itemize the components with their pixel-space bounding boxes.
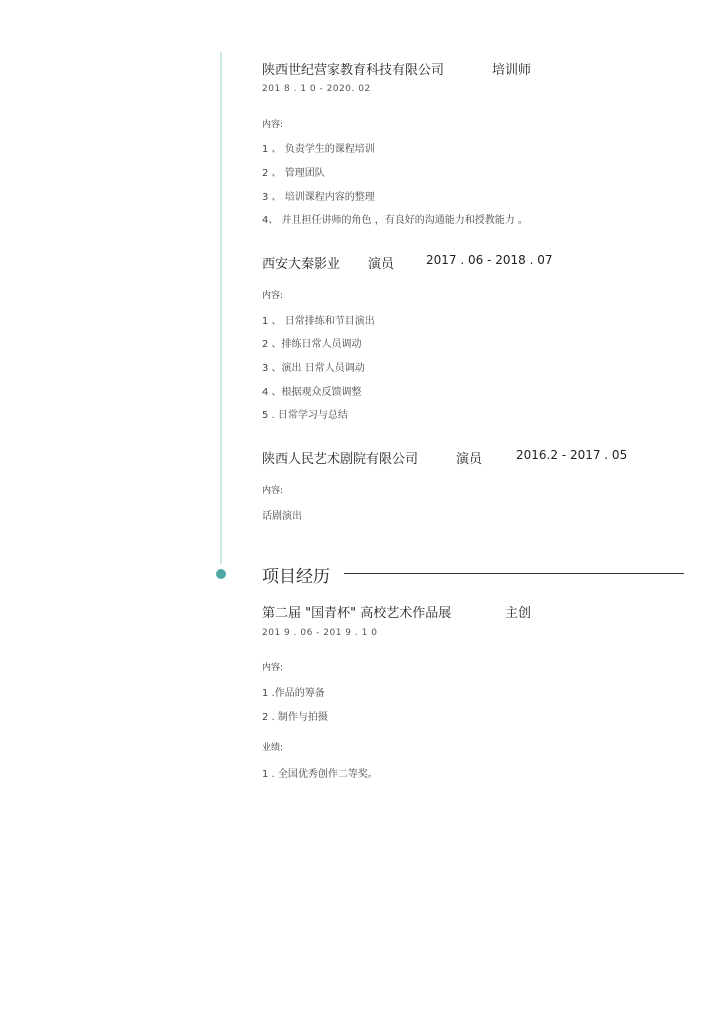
- project-content-label: 内容:: [262, 663, 284, 673]
- job-3-content-label: 内容:: [262, 486, 284, 496]
- job-3-role: 演员: [456, 452, 483, 467]
- job-1-item-4: 4、 并且担任讲师的角色 ，有良好的沟通能力和授教能力 。: [262, 215, 528, 226]
- project-item-1: 1 .作品的筹备: [262, 688, 325, 699]
- project-achievement-label: 业绩:: [262, 743, 284, 753]
- project-item-2: 2 . 制作与拍摄: [262, 712, 328, 723]
- job-2-content-label: 内容:: [262, 291, 284, 301]
- timeline-dot: [216, 569, 226, 579]
- project-date: 201 9 . 06 - 201 9 . 1 0: [262, 628, 378, 638]
- job-1-role: 培训师: [492, 63, 532, 78]
- job-1-item-1: 1 、 负责学生的课程培训: [262, 144, 375, 155]
- project-achievement-1: 1 . 全国优秀创作二等奖。: [262, 769, 378, 780]
- project-role: 主创: [505, 606, 532, 621]
- timeline-line: [220, 52, 222, 564]
- job-1-date: 201 8 . 1 0 - 2020. 02: [262, 84, 371, 94]
- job-2-item-2: 2 、排练日常人员调动: [262, 339, 362, 350]
- job-1-item-3: 3 、 培训课程内容的整理: [262, 192, 375, 203]
- job-2-date: 2017 . 06 - 2018 . 07: [426, 253, 553, 267]
- job-3-company: 陕西人民艺术剧院有限公司: [262, 452, 419, 467]
- job-2-role: 演员: [368, 257, 395, 272]
- job-1-content-label: 内容:: [262, 120, 284, 130]
- job-3-item-1: 话剧演出: [262, 511, 302, 522]
- job-2-item-1: 1 、 日常排练和节目演出: [262, 316, 375, 327]
- job-1-item-2: 2 、 管理团队: [262, 168, 325, 179]
- job-2-company: 西安大秦影业: [262, 257, 341, 272]
- project-name: 第二届 "国青杯" 高校艺术作品展: [262, 606, 452, 621]
- job-2-item-3: 3 、演出 日常人员调动: [262, 363, 365, 374]
- job-1-company: 陕西世纪营家教育科技有限公司: [262, 63, 445, 78]
- section-divider: [344, 573, 684, 574]
- section-title-projects: 项目经历: [262, 567, 330, 587]
- job-2-item-5: 5 . 日常学习与总结: [262, 410, 348, 421]
- job-3-date: 2016.2 - 2017 . 05: [516, 448, 628, 462]
- job-2-item-4: 4 、根据观众反馈调整: [262, 387, 362, 398]
